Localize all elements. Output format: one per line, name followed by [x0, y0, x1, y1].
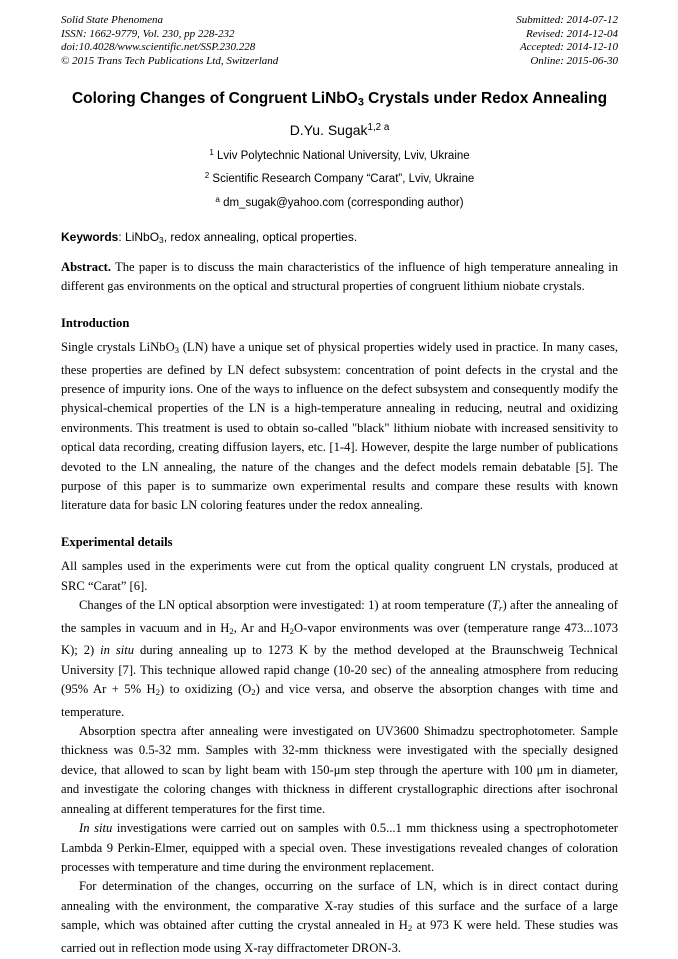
experimental-paragraph-5: For determination of the changes, occurring on the surface of LN, which is in direct contact during annealing with the environment, the comparative X-ray studies of this surface and the surface of a large sample, which was obtained after cutting the crystal annealed in H2 at 973 K were held. These studies was carried out in reflection mode using X-ray diffractometer DRON-3. — [61, 879, 618, 955]
journal-doi: doi:10.4028/www.scientific.net/SSP.230.228 — [61, 41, 256, 54]
introduction-paragraph: Single crystals LiNbO3 (LN) have a unique set of physical properties widely used in practice. In many cases, these properties are defined by LN defect subsystem: concentration of point defects in the crystal and the presence of impurity ions. One of the ways to influence on the defect subsystem and consequently modify the physical-chemical properties of the LN is a high-temperature annealing in reducing, neutral and oxidizing environments. This treatment is used to obtain so-called "black" lithium niobate with increased sensitivity to optical data recording, creating diffusion layers, etc. [1-4]. However, despite the large number of publications devoted to the LN annealing, the nature of the changes and the defect models remain debatable [5]. The purpose of this paper is to summarize own experimental results and compare these results with known literature data for basic LN coloring features under the redox annealing. — [61, 339, 618, 513]
experimental-paragraph-1: All samples used in the experiments were cut from the optical quality congruent LN crystals, produced at SRC “Carat” [6]. — [61, 559, 618, 593]
section-heading-introduction: Introduction — [61, 315, 130, 330]
paper-title: Coloring Changes of Congruent LiNbO3 Crystals under Redox Annealing — [71, 90, 608, 110]
keywords-line: Keywords: LiNbO3, redox annealing, optical properties. — [61, 229, 358, 245]
submitted-date: Submitted: 2014-07-12 — [516, 14, 618, 26]
experimental-paragraph-4: In situ investigations were carried out on samples with 0.5...1 mm thickness using a spectrophotometer Lambda 9 Perkin-Elmer, equipped with a special oven. These investigations revealed changes of coloration processes with temperature and time during the environment replacement. — [61, 821, 618, 874]
experimental-paragraph-2: Changes of the LN optical absorption were investigated: 1) at room temperature (Tr) after the annealing of the samples in vacuum and in H2, Ar and H2O-vapor environments was over (temperature range 473...1073 K); 2) in situ during annealing up to 1273 K by the method developed at the Braunschweig Technical University [7]. This technique allowed rapid change (10-20 sec) of the annealing atmosphere from reducing (95% Ar + 5% H2) to oxidizing (O2) and vice versa, and observe the absorption changes with time and temperature. — [61, 598, 619, 719]
online-date: Online: 2015-06-30 — [530, 54, 618, 67]
author-name: D.Yu. Sugak$^{1,2 a}$ — [289, 122, 390, 139]
affiliation-1: $^1$ Lviv Polytechnic National University, Lviv, Ukraine — [209, 147, 470, 162]
journal-header — [61, 14, 618, 68]
section-heading-experimental: Experimental details — [61, 534, 173, 549]
journal-name: Solid State Phenomena — [61, 14, 164, 26]
affiliation-2: $^2$ Scientific Research Company “Carat”, Lviv, Ukraine — [204, 171, 475, 186]
revised-date: Revised: 2014-12-04 — [526, 27, 618, 40]
journal-issn-volume: ISSN: 1662-9779, Vol. 230, pp 228-232 — [61, 27, 235, 40]
abstract-paragraph: Abstract. The paper is to discuss the main characteristics of the influence of high temperature annealing in different gas environments on the optical and structural properties of congruent lithium niobate crystals. — [61, 259, 618, 294]
accepted-date: Accepted: 2014-12-10 — [519, 41, 618, 54]
author-email: $^a$ dm_sugak@yahoo.com (corresponding author) — [215, 194, 464, 209]
journal-copyright: © 2015 Trans Tech Publications Ltd, Switzerland — [61, 54, 279, 67]
experimental-paragraph-3: Absorption spectra after annealing were investigated on UV3600 Shimadzu spectrophotometer. Sample thickness was 0.5-32 mm. Samples with 32-mm thickness were investigated with the specially designed device, that allowed to scan by light beam with 150-μm step through the aperture with 100 μm in diameter, and investigate the coloring changes with thickness in different crystallographic directions after isochronal annealing at different temperatures for the first time. — [61, 724, 618, 816]
journal-info — [61, 14, 278, 68]
submission-dates — [516, 14, 618, 68]
